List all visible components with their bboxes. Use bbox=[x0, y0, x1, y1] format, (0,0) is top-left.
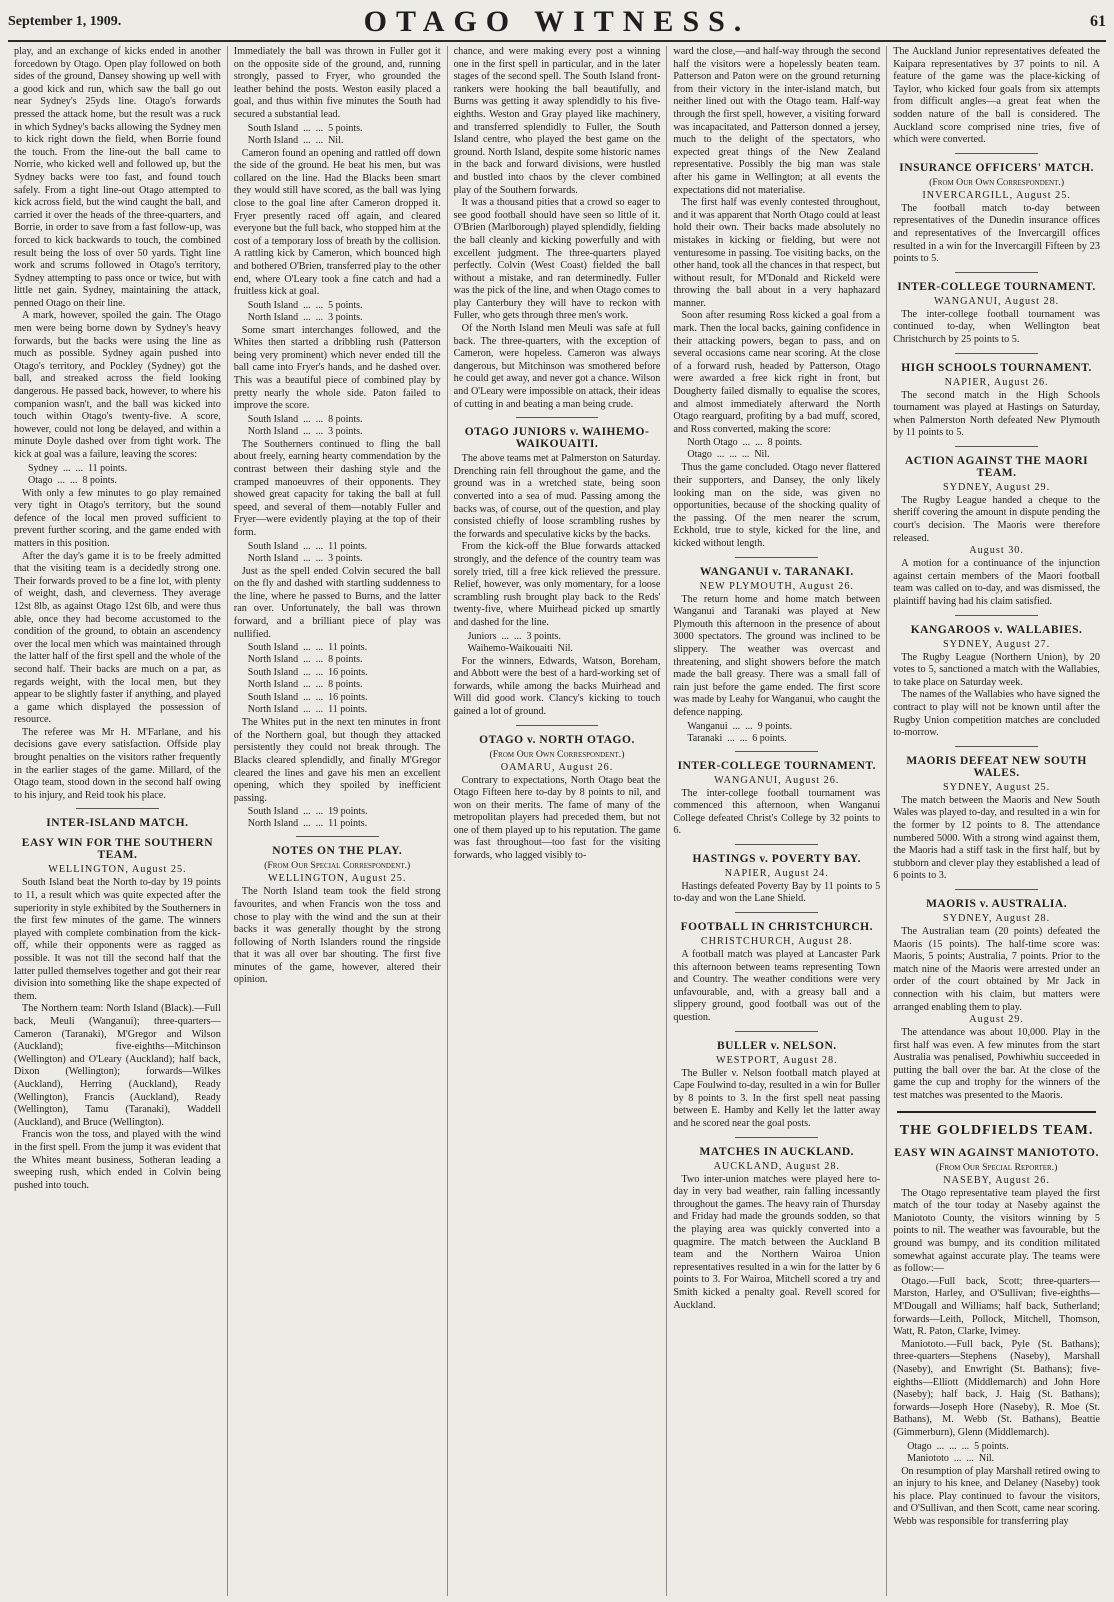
score-line: Sydney ... ... 11 points. Otago ... ... 8 points. bbox=[28, 462, 128, 486]
paragraph: A motion for a continuance of the injunction against certain members of the Maori football team was called on to-day, and was dismissed, the plaintiff having had his claim satisfied. bbox=[893, 558, 1100, 608]
section-subheading: EASY WIN FOR THE SOUTHERN TEAM. bbox=[21, 837, 213, 862]
paragraph: On resumption of play Marshall retired owing to an injury to his knee, and Delaney (Naseby) took his place. Play continued to favour the visitors, and O'Sullivan, and then Scott, came near scoring. Webb was responsible for transferring play bbox=[893, 1465, 1100, 1527]
paragraph: Hastings defeated Poverty Bay by 11 points to 5 to-day and won the Lane Shield. bbox=[673, 880, 881, 905]
paragraph: The Northern team: North Island (Black).—Full back, Meuli (Wanganui); three-quarters—Cameron (Taranaki), M'Gregor and Wilson (Auckland); five-eighths—Mitchinson (Wellington) and O'Leary (Auckland); half back, Dixon (Wellington); forwards—Wilkes (Auckland), Herring (Auckland), Ready (Wellington), Francis (Auckland), Ready (Wellington), Tamu (Taranaki), Waddell (Auckland), and Bruce (Wellington). bbox=[14, 1003, 221, 1128]
paragraph: Just as the spell ended Colvin secured the ball on the fly and dashed with startling suddenness to the line, where he passed to Burns, and the latter ran over. Unfortunately, the ball was thrown forward, and a brilliant piece of play was nullified. bbox=[233, 565, 441, 640]
score-line: South Island ... ... 11 points. North Island ... ... 8 points. bbox=[247, 642, 368, 666]
paragraph: With only a few minutes to go play remained very tight in Otago's territory, but the sound defence of the local men proved sufficient to prevent further scoring, and the game ended with matters in this position. bbox=[14, 487, 221, 549]
column-2 bbox=[227, 46, 447, 1596]
section-heading: INTER-COLLEGE TOURNAMENT. bbox=[677, 759, 877, 772]
paragraph: The football match to-day between representatives of the Dunedin insurance offices and representatives of the Invercargill offices resulted in a win for the Invercargill Fifteen by 23 points to 5. bbox=[893, 202, 1100, 265]
column-5 bbox=[886, 46, 1106, 1596]
paragraph: A football match was played at Lancaster Park this afternoon between teams representing Town and Country. The weather conditions were very unfavourable, and, with a greasy ball and a slippery ground, good football was out of the question. bbox=[673, 949, 881, 1024]
dateline: NAPIER, August 24. bbox=[724, 867, 829, 879]
section-heading: ACTION AGAINST THE MAORI TEAM. bbox=[905, 454, 1089, 479]
dateline: SYDNEY, August 28. bbox=[942, 912, 1051, 924]
paragraph: Francis won the toss, and played with the wind in the first spell. From the jump it was evident that the Whites meant business, Sotheran leading a sweeping rush, which ended in Colvin being pushed into touch. bbox=[14, 1129, 221, 1191]
paragraph: The referee was Mr H. M'Farlane, and his decisions gave every satisfaction. Offside play brought penalties on the visitors rather frequently in the earlier stages of the game. Millard, of the Otago team, stood down in the second half owing to his injury, and Reid took his place. bbox=[14, 726, 221, 801]
divider bbox=[955, 153, 1038, 154]
paragraph: The second match in the High Schools tournament was played at Hastings on Saturday, when Palmerston North defeated New Plymouth by 11 points to 5. bbox=[893, 389, 1100, 439]
divider bbox=[955, 272, 1038, 273]
score-line: Wanganui ... ... 9 points. Taranaki ... ... 6 points. bbox=[687, 720, 793, 744]
paragraph: Cameron found an opening and rattled off down the side of the ground. He beat his men, but was collared on the line. Had the Blacks been smart they would still have scored, as the ball was lying close to the goal line after Cameron dropped it. Fryer presently raced off again, and cleared everyone but the full back, who stopped him at the cost of a temporary loss of breath by the collision. A rattling kick by Cameron, which bounced high and bothered O'Brien, transferred play to the other end, where O'Leary took a fine catch and had a fruitless kick at goal. bbox=[233, 147, 441, 298]
paragraph: play, and an exchange of kicks ended in another forcedown by Otago. Open play followed on both sides of the ground, Dansey showing up well with a good kick and run, which saw the ball go out near Sydney's 25yds line. Otago's forwards pressed the attack home, but the result was a ruck in which Sydney's backs allowing the Sydney men to kick right down the field, when Borrie found the touch. From the line-out the ball came to Norrie, who kicked well and followed up, but the Sydney backs were too fast, and found touch safely. From a tight line-out Otago attempted to kick across field, but the wind caught the ball, and carried it over the heads of the three-quarters, and Borrie, in order to save from a fast follow-up, was forced to kick backwards to touch, the combined result being the loss of over 50 yards. Tight line work and scrums followed in Otago's territory, Sydney attempting to pass once or twice, but with little net gain. Sydney, maintaining the attack, penned Otago on their line. bbox=[14, 46, 221, 309]
divider bbox=[735, 844, 818, 845]
score-line: South Island ... ... 19 points. North Island ... ... 11 points. bbox=[247, 806, 368, 830]
paragraph: Otago.—Full back, Scott; three-quarters—Marston, Harley, and O'Sullivan; five-eighths—M'Dougall and Williams; half back, Sutherland; forwards—Leith, Pollock, Mitchell, Thomson, Watt, R. Paton, Clarke, Ivimey. bbox=[893, 1275, 1100, 1338]
divider bbox=[955, 889, 1038, 890]
section-heading: MATCHES IN AUCKLAND. bbox=[699, 1145, 855, 1158]
score-line: Otago ... ... ... 5 points. Maniototo ... ... Nil. bbox=[907, 1440, 1009, 1464]
section-heading: FOOTBALL IN CHRISTCHURCH. bbox=[680, 921, 873, 934]
byline: (From Our Special Reporter.) bbox=[935, 1161, 1058, 1173]
section-heading: INSURANCE OFFICERS' MATCH. bbox=[899, 161, 1094, 174]
paragraph: The Rugby League handed a cheque to the sheriff covering the amount in dispute pending the court's decision. The Maoris were therefore released. bbox=[893, 494, 1100, 544]
section-heading: INTER-ISLAND MATCH. bbox=[46, 817, 189, 830]
paragraph: After the day's game it is to be freely admitted that the visiting team is a decidedly strong one. Their forwards proved to be a fine lot, with plenty of weight, dash, and cleverness. They average 12st 8lb, as against Otago 12st 6lb, and were thus able, once they had become accustomed to the condition of the ground, to obtain an ascendency over the local men which was maintained through the latter half of the first spell and the whole of the second half. Their backs are much on a par, as regards weight, with the local men, but they appear to be slightly faster if anything, and played a game which displayed the possession of resource. bbox=[14, 550, 221, 726]
dateline: SYDNEY, August 29. bbox=[942, 481, 1051, 493]
section-heading: MAORIS v. AUSTRALIA. bbox=[926, 897, 1068, 910]
score-line: South Island ... ... 11 points. North Island ... ... 3 points. bbox=[247, 540, 368, 564]
score-line: South Island ... ... 16 points. North Island ... ... 8 points. bbox=[247, 667, 368, 691]
divider bbox=[735, 557, 818, 558]
paragraph: The names of the Wallabies who have signed the contract to play will not be known until after the Rugby Union competition matches are concluded to-morrow. bbox=[893, 689, 1100, 739]
section-heading: HIGH SCHOOLS TOURNAMENT. bbox=[901, 361, 1092, 374]
paragraph: From the kick-off the Blue forwards attacked strongly, and the defence of the country team was sorely tried, till a free kick relieved the pressure. Relief, however, was only momentary, for a loose scrambling rush brought play back to the Reds' twenty-five, where Muirhead picked up smartly and dashed for the line. bbox=[453, 541, 661, 628]
paragraph: A mark, however, spoiled the gain. The Otago men were being borne down by Sydney's heavy forwards, but the backs were using the line as much as possible. Sydney again pushed into Otago's territory, and Pockley (Sydney) got the ball, and streaked across the field looking dangerous. He passed back, however, to where his companion wasn't, and the ball was kicked into touch within Otago's twenty-five. A score, however, could not long be delayed, and within a minute Doyle dashed over from tight work. The kick at goal was a failure, leaving the scores: bbox=[14, 310, 221, 460]
dateline: SYDNEY, August 27. bbox=[942, 638, 1051, 650]
divider bbox=[516, 725, 599, 726]
score-line: South Island ... ... 5 points. North Island ... ... 3 points. bbox=[247, 299, 363, 323]
page-number: 61 bbox=[1089, 13, 1106, 30]
dateline: NASEBY, August 26. bbox=[943, 1174, 1050, 1186]
paragraph: The Buller v. Nelson football match played at Cape Foulwind to-day, resulted in a win for Buller by 8 points to 3. In the first spell neat passing between E. Hamby and Kelly let the latter away and he scored near the goal posts. bbox=[673, 1067, 881, 1129]
dateline: AUCKLAND, August 28. bbox=[713, 1160, 840, 1172]
paragraph: The inter-college football tournament was commenced this afternoon, when Wanganui College defeated Christ's College by 32 points to 6. bbox=[673, 787, 881, 837]
dateline: OAMARU, August 26. bbox=[500, 761, 614, 773]
section-heading: MAORIS DEFEAT NEW SOUTH WALES. bbox=[906, 754, 1087, 779]
dateline: INVERCARGILL, August 25. bbox=[922, 189, 1071, 201]
column-1 bbox=[8, 46, 227, 1596]
dateline: SYDNEY, August 25. bbox=[942, 781, 1051, 793]
divider bbox=[955, 446, 1038, 447]
section-heading: HASTINGS v. POVERTY BAY. bbox=[692, 852, 862, 865]
dateline: August 29. bbox=[969, 1014, 1024, 1026]
section-subheading: EASY WIN AGAINST MANIOTOTO. bbox=[894, 1146, 1099, 1159]
paragraph: The Whites put in the next ten minutes in front of the Northern goal, but though they attacked persistently they could not break through. The Blacks cleared splendidly, and finally M'Gregor cleared the lines and gave his men an excellent opening, which they spoiled by inefficient passing. bbox=[233, 717, 441, 804]
paragraph: Thus the game concluded. Otago never flattered their supporters, and Dansey, the only likely looking man on the side, was given no opportunities, because of the shocking quality of the passing. Of the men nearer the scrum, Eckhold, true to style, kicked for the line, and kicked without length. bbox=[673, 462, 881, 549]
paragraph: Soon after resuming Ross kicked a goal from a mark. Then the local backs, gaining confidence in their attacking powers, began to pass, and on several occasions came near scoring. At the close of a forward rush, headed by Patterson, Otago were awarded a free kick right in front, but Dougherty failed dismally to equalise the scores, and almost immediately afterward the North Otago rearguard, profiting by a bad muff, scored, and Ross converted, making the score: bbox=[673, 310, 881, 435]
column-4 bbox=[666, 46, 886, 1596]
paragraph: The Auckland Junior representatives defeated the Kaipara representatives by 37 points to nil. A feature of the game was the place-kicking of Taylor, who kicked four goals from six attempts from difficult angles—a great feat when the sodden nature of the ball is considered. The Auckland score comprised nine tries, five of which were converted. bbox=[893, 46, 1100, 146]
paragraph: The first half was evenly contested throughout, and it was apparent that North Otago could at least hold their own. Their backs made absolutely no mistakes in kicking or fielding, but were not venturesome in passing. Toe visiting backs, on the other hand, took all the chances in that respect, but without result, for M'Donald and Rickeld were throwing the ball about in a very haphazard manner. bbox=[673, 197, 881, 309]
dateline: WESTPORT, August 28. bbox=[715, 1054, 838, 1066]
paragraph: Maniototo.—Full back, Pyle (St. Bathans); three-quarters—Stephens (Naseby), Marshall (Naseby), and Enwright (St. Bathans); five-eighths—Elliott (Middlemarch) and John Hore (Naseby); half back, J. Haig (St. Bathans); forwards—Joseph Hore (Naseby), R. Moe (St. Bathans), M. Webb (St. Bathans), Beattie (Gimmerburn), Glenn (Middlemarch). bbox=[893, 1338, 1100, 1438]
dateline: WELLINGTON, August 25. bbox=[268, 873, 407, 885]
divider bbox=[735, 912, 818, 913]
dateline: WANGANUI, August 28. bbox=[933, 295, 1060, 307]
paragraph: It was a thousand pities that a crowd so eager to see good football should have seen so little of it. O'Brien (Marlborough) played splendidly, fielding the ball cleanly and kicking powerfully and with excellent judgment. The three-quarters played perfectly. Colvin (West Coast) fielded the ball without a mistake, and ran determinedly. Fuller was the pick of the line, and when Otago comes to play Canterbury they will have to reckon with Fuller, who gets through three men's work. bbox=[453, 197, 661, 322]
divider bbox=[955, 353, 1038, 354]
section-heading: WANGANUI v. TARANAKI. bbox=[699, 565, 854, 578]
dateline: NAPIER, August 26. bbox=[944, 376, 1049, 388]
divider bbox=[955, 615, 1038, 616]
score-line: South Island ... ... 8 points. North Island ... ... 3 points. bbox=[247, 413, 363, 437]
paragraph: The return home and home match between Wanganui and Taranaki was played at New Plymouth this afternoon in the presence of about 3000 spectators. The ground was inclined to be slippery. The weather was overcast and threatening, and slight showers before the match made the ball greasy. There was a small fall of rain just before the game ended. The first score was made by Leahy for Wanganui, who caught the defence napping. bbox=[673, 593, 881, 718]
divider bbox=[76, 808, 159, 809]
section-heading: INTER-COLLEGE TOURNAMENT. bbox=[897, 280, 1096, 293]
paragraph: Contrary to expectations, North Otago beat the Otago Fifteen here to-day by 8 points to nil, and won on their merits. The fame of many of the metropolitan players had preceded them, but not one of them played up to his reputation. The game was fast throughout—too fast for the visiting forwards, who lagged visibly to- bbox=[453, 774, 661, 862]
score-line: South Island ... ... 5 points. North Island ... ... Nil. bbox=[247, 122, 363, 146]
divider bbox=[735, 751, 818, 752]
paragraph: The inter-college football tournament was continued to-day, when Wellington beat Christchurch by 25 points to 5. bbox=[893, 308, 1100, 345]
section-heading: OTAGO JUNIORS v. WAIHEMO-WAIKOUAITI. bbox=[464, 426, 650, 451]
byline: (From Our Own Correspondent.) bbox=[489, 748, 625, 760]
divider bbox=[296, 836, 379, 837]
paragraph: The match between the Maoris and New South Wales was played to-day, and resulted in a win for the former by 12 points to 8. The attendance numbered 5000. With a strong wind against them, the Maoris had a stiff task in the first half, but by stubborn and clever play they established a lead of 6 points to 3. bbox=[893, 794, 1100, 882]
paragraph: The Southerners continued to fling the ball about freely, earning hearty commendation by the contrast between their dashing style and the cramped manoeuvres of their opponents. They showed great capacity for taking the ball at full speed, and several of them—notably Fuller and Fryer—were evidently playing at the top of their form. bbox=[233, 438, 441, 538]
paragraph: For the winners, Edwards, Watson, Boreham, and Abbott were the best of a hard-working set of forwards, while among the backs Muirhead and Will did good work. Clancy's kicking to touch gained a lot of ground. bbox=[453, 655, 661, 717]
section-heading: NOTES ON THE PLAY. bbox=[272, 845, 403, 858]
section-heading: OTAGO v. NORTH OTAGO. bbox=[479, 733, 635, 746]
paragraph: Of the North Island men Meuli was safe at full back. The three-quarters, with the exception of Cameron, were hopeless. Cameron was always dangerous, but Mitchinson was smothered before he could get away, and never got a chance. Wilson and O'Leary were impossible on attack, their ideas of cutting in and beating a man being crude. bbox=[453, 323, 661, 410]
paragraph: Some smart interchanges followed, and the Whites then started a dribbling rush (Patterson being very prominent) which never ended till the ball came into Fryer's hands, and he dashed over. This was a beautiful piece of combined play by pretty nearly the whole side. Paton failed to improve the score. bbox=[233, 324, 441, 412]
paragraph: chance, and were making every post a winning one in the first spell in particular, and in the later stages of the second spell. The South Island front-rankers were hooking the ball beautifully, and Burns was getting it away splendidly to his five-eighths. Weston and Gray played like machinery, and transferred splendidly to Fuller, the South Island centre, who played the best game on the ground. North Island, despite some historic names in the back and forward divisions, were hustled and bustled into chaos by the clever combined play of the Southern forwards. bbox=[453, 46, 661, 196]
score-line: South Island ... ... 16 points. North Island ... ... 11 points. bbox=[247, 692, 368, 716]
dateline: WELLINGTON, August 25. bbox=[48, 864, 187, 876]
newspaper-title: OTAGO WITNESS. bbox=[363, 5, 751, 38]
masthead bbox=[8, 4, 1106, 42]
paragraph: The Otago representative team played the first match of the tour today at Naseby against the Maniototo County, the visitors winning by 5 points to nil. The weather was favourable, but the ground was bumpy, and its condition militated somewhat against accurate play. The teams were as follow:— bbox=[893, 1187, 1100, 1275]
section-heading: KANGAROOS v. WALLABIES. bbox=[910, 623, 1083, 636]
paragraph: Immediately the ball was thrown in Fuller got it on the opposite side of the ground, and, running strongly, passed to Fryer, who grounded the leather behind the posts. Weston easily placed a goal, and thus within five minutes the South had secured a substantial lead. bbox=[233, 46, 441, 120]
paragraph: The above teams met at Palmerston on Saturday. Drenching rain fell throughout the game, and the ground was in a wretched state, being soon converted into a sea of mud. Passing among the backs was, of course, out of the question, and play consisted chiefly of loose scrambling rushes by the forwards and speculative kicks by the backs. bbox=[453, 453, 661, 540]
paragraph: Two inter-union matches were played here to-day in very bad weather, rain falling incessantly throughout the games. The heavy rain of Thursday and Friday had made the grounds sodden, so that the playing area was quickly converted into a quagmire. The match between the Auckland B team and the Northern Wairoa Union representatives resulted in a win for the latter by 6 points to 3. For Wairoa, Mitchell scored a try and Smith kicked a penalty goal. Revell scored for Auckland. bbox=[673, 1173, 881, 1311]
issue-date: September 1, 1909. bbox=[8, 14, 122, 29]
section-heading: BULLER v. NELSON. bbox=[716, 1039, 837, 1052]
byline: (From Our Own Correspondent.) bbox=[929, 176, 1065, 188]
paragraph: ward the close,—and half-way through the second half the visitors were a hopelessly beaten team. Patterson and Paton were on the ground returning from their victory in the inter-island match, but neither lined out with the Otago team. Half-way through the first spell, however, a visiting forward was incapacitated, and Patterson donned a jersey, much to the delight of the spectators, who expected great things of the New Zealand representative. Possibly the big man was stale after his game in Wellington; at all events the expectations did not materialise. bbox=[673, 46, 881, 196]
dateline: NEW PLYMOUTH, August 26. bbox=[699, 580, 854, 592]
divider bbox=[516, 417, 599, 418]
paragraph: South Island beat the North to-day by 19 points to 11, a result which was quite expected after the superiority in style exhibited by the Southerners in the first few minutes of the game. The winners played with complete combination from the kick-off, while their opponents were as ragged as possible. It was not till the second half that the latter pulled themselves together and got their rear division into something like the shape expected of them. bbox=[14, 877, 221, 1002]
byline: (From Our Special Correspondent.) bbox=[264, 860, 411, 872]
divider bbox=[955, 746, 1038, 747]
divider bbox=[897, 1111, 1096, 1113]
dateline: WANGANUI, August 26. bbox=[714, 774, 840, 786]
dateline: August 30. bbox=[969, 545, 1024, 557]
paragraph: The Australian team (20 points) defeated the Maoris (15 points). The half-time score was: Maoris, 5 points; Australia, 7 points. Prior to the match nine of the Maoris were arrested under an order of the court obtained by Mr Jack in connection with his claim, but matters were arranged enabling them to play. bbox=[893, 925, 1100, 1013]
article-columns bbox=[8, 46, 1106, 1596]
paragraph: The North Island team took the field strong favourites, and when Francis won the toss and chose to play with the wind and the sun at their backs it was generally thought by the strong following of North Islanders round the ringside that it was all over bar shouting. The first five minutes of the game, however, altered their opinion. bbox=[233, 886, 441, 986]
column-3 bbox=[447, 46, 667, 1596]
dateline: CHRISTCHURCH, August 28. bbox=[700, 936, 853, 948]
score-line: North Otago ... ... 8 points. Otago ... ... ... Nil. bbox=[687, 437, 803, 461]
paragraph: The attendance was about 10,000. Play in the first half was even. A few minutes from the start Australia was penalised, Powhiwhiu succeeded in putting the ball over the bar. At the close of the game the cup and trophy for the winners of the test matches was presented to the Maoris. bbox=[893, 1027, 1100, 1102]
divider bbox=[735, 1137, 818, 1138]
section-heading: THE GOLDFIELDS TEAM. bbox=[899, 1122, 1094, 1138]
paragraph: The Rugby League (Northern Union), by 20 votes to 5, sanctioned a match with the Wallabies, to take place on Saturday week. bbox=[893, 651, 1100, 688]
score-line: Juniors ... ... 3 points. Waihemo-Waikouaiti Nil. bbox=[467, 630, 573, 654]
divider bbox=[735, 1031, 818, 1032]
